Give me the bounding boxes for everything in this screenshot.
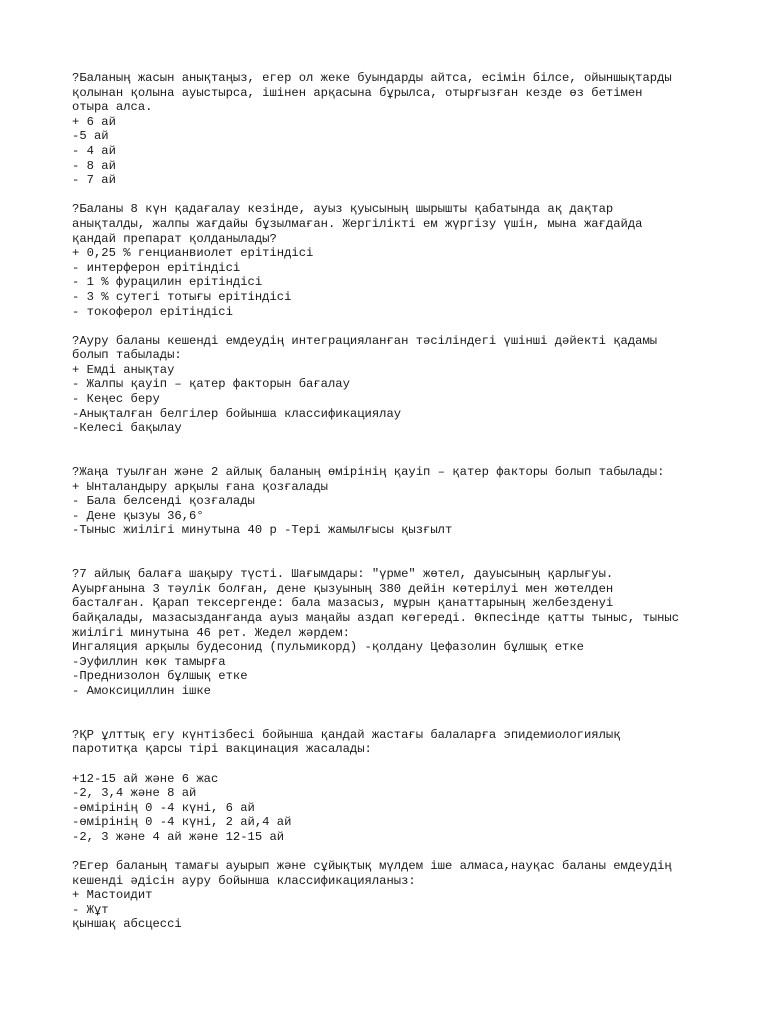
text-line: қолынан қолына ауыстырса, ішінен арқасына бұрылса, отырғызған кезде өз бетімен: [72, 85, 643, 100]
text-line: - 1 % фурацилин ерітіндісі: [72, 275, 263, 290]
question-block: [72, 859, 732, 932]
text-line: - Бала белсенді қозғалады: [72, 494, 255, 509]
text-line: анықталды, жалпы жағдайы бұзылмаған. Жергілікті ем жүргізу үшін, мына жағдайда: [72, 216, 643, 231]
question-block: [72, 772, 732, 845]
text-line: + Емді анықтау: [72, 362, 175, 377]
text-line: + 6 ай: [72, 114, 116, 129]
text-line: -өмірінің 0 -4 күні, 2 ай,4 ай: [72, 815, 292, 830]
blank-line: [72, 757, 732, 772]
text-line: кешенді әдісін ауру бойынша классификацияланыз:: [72, 873, 416, 888]
question-text: ?Егер баланың тамағы ауырып және сұйықтық мүлдем іше алмаса,науқас баланы емдеудің: [72, 859, 672, 874]
blank-line: [72, 319, 732, 334]
text-line: - Кеңес беру: [72, 392, 160, 407]
text-line: байқалады, мазасызданғанда ауыз маңайы аздап көгереді. Өкпесінде қатты тыныс, тыныс: [72, 610, 680, 625]
question-block: [72, 202, 732, 319]
blank-line: [72, 450, 732, 465]
text-line: -2, 3 және 4 ай және 12-15 ай: [72, 829, 285, 844]
blank-line: [72, 538, 732, 553]
blank-line: [72, 699, 732, 714]
text-line: - 7 ай: [72, 173, 116, 188]
text-line: - Дене қызуы 36,6°: [72, 508, 204, 523]
question-text: ?Баланы 8 күн қадағалау кезінде, ауыз қуысының шырышты қабатында ақ дақтар: [72, 202, 614, 217]
text-line: - Амоксициллин ішке: [72, 683, 211, 698]
question-block: [72, 71, 732, 188]
text-line: - 4 ай: [72, 143, 116, 158]
text-line: -Эуфиллин көк тамырға: [72, 654, 226, 669]
text-line: паротитқа қарсы тірі вакцинация жасалады:: [72, 742, 372, 757]
text-line: - токоферол ерітіндісі: [72, 304, 233, 319]
blank-line: [72, 713, 732, 728]
text-line: - 8 ай: [72, 158, 116, 173]
text-line: басталған. Қарап тексергенде: бала мазасыз, мұрын қанаттарының желбезденуі: [72, 596, 614, 611]
question-text: +12-15 ай және 6 жас: [72, 771, 219, 786]
blank-line: [72, 553, 732, 568]
blank-line: [72, 188, 732, 203]
text-line: -Келесі бақылау: [72, 421, 182, 436]
text-line: -5 ай: [72, 129, 109, 144]
blank-line: [72, 844, 732, 859]
question-block: [72, 334, 732, 436]
text-line: + 0,25 % генцианвиолет ерітіндісі: [72, 246, 314, 261]
text-line: -2, 3,4 және 8 ай: [72, 786, 197, 801]
text-line: - Жалпы қауіп – қатер факторын бағалау: [72, 377, 350, 392]
question-text: ?ҚР ұлттық егу күнтізбесі бойынша қандай жастағы балаларға эпидемиологиялық: [72, 727, 621, 742]
question-text: ?Ауру баланы кешенді емдеудің интеграцияланған тәсіліндегі үшінші дәйекті қадамы: [72, 333, 658, 348]
text-line: -Преднизолон бұлшық етке: [72, 669, 248, 684]
text-line: + Мастоидит: [72, 888, 153, 903]
text-line: қыншақ абсцессі: [72, 917, 182, 932]
blank-line: [72, 436, 732, 451]
text-line: - интерферон ерітіндісі: [72, 260, 241, 275]
text-line: қандай препарат қолданылады?: [72, 231, 277, 246]
text-line: -Тыныс жиілігі минутына 40 р -Тері жамылғысы қызғылт: [72, 523, 453, 538]
question-text: ?7 айлық балаға шақыру түсті. Шағымдары: "үрме" жөтел, дауысының қарлығуы.: [72, 567, 614, 582]
text-line: -Анықталған белгілер бойынша классификациялау: [72, 406, 402, 421]
text-line: жиілігі минутына 46 рет. Жедел жәрдем:: [72, 625, 350, 640]
question-block: [72, 465, 732, 538]
text-line: + Ынталандыру арқылы ғана қозғалады: [72, 479, 328, 494]
document-body: [72, 71, 732, 932]
question-text: ?Жаңа туылған және 2 айлық баланың өмірінің қауіп – қатер факторы болып табылады:: [72, 465, 665, 480]
question-block: [72, 728, 732, 757]
question-text: ?Баланың жасын анықтаңыз, егер ол жеке буындарды айтса, есімін білсе, ойыншықтарды: [72, 71, 672, 85]
text-line: отыра алса.: [72, 100, 153, 115]
text-line: - 3 % сутегі тотығы ерітіндісі: [72, 289, 292, 304]
text-line: Ингаляция арқылы будесонид (пульмикорд) -қолдану Цефазолин бұлшық етке: [72, 640, 584, 655]
text-line: болып табылады:: [72, 348, 182, 363]
text-line: -өмірінің 0 -4 күні, 6 ай: [72, 800, 255, 815]
text-line: - Жұт: [72, 902, 109, 917]
question-block: [72, 567, 732, 698]
text-line: Ауырғанына 3 тәулік болған, дене қызуының 380 дейін көтерілуі мен жөтелден: [72, 581, 614, 596]
